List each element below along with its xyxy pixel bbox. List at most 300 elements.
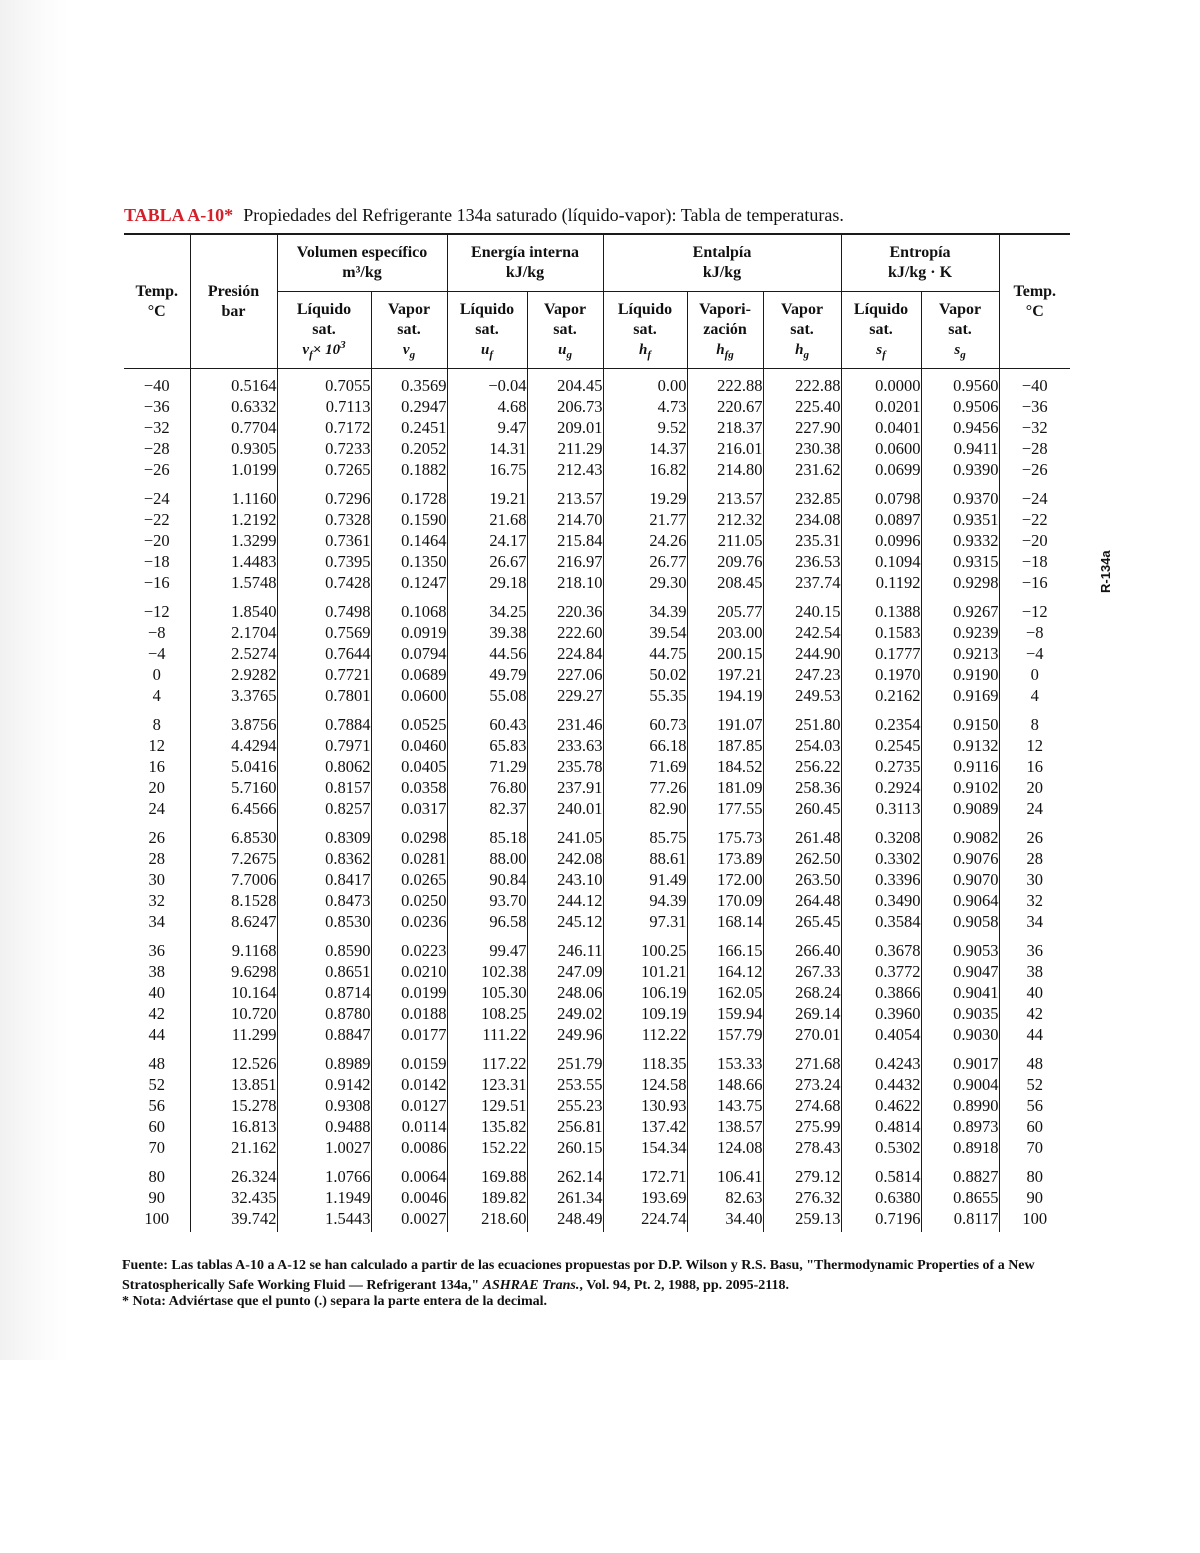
table-cell: 0.8473 [277,890,371,911]
table-cell: 60.73 [603,706,687,735]
table-cell: 1.0766 [277,1158,371,1187]
table-cell: 118.35 [603,1045,687,1074]
table-cell: 96.58 [447,911,527,932]
table-cell: 0.0460 [371,735,447,756]
table-cell: 3.3765 [190,685,277,706]
table-cell: 0.2947 [371,396,447,417]
table-cell: −24 [1021,489,1048,508]
table-cell: 7.2675 [190,848,277,869]
table-cell: 1.3299 [190,530,277,551]
table-cell: 245.12 [527,911,603,932]
table-cell: 24.17 [447,530,527,551]
table-cell: 39.742 [190,1208,277,1232]
table-cell: 0.2924 [841,777,921,798]
table-cell: 0.0188 [371,1003,447,1024]
table-cell: 29.18 [447,572,527,593]
table-row [124,417,1070,438]
table-cell: 30 [1026,870,1044,889]
table-cell: 0.4622 [841,1095,921,1116]
table-cell: 0.2052 [371,438,447,459]
table-cell: 0.2354 [841,706,921,735]
table-cell: 211.05 [687,530,763,551]
table-cell: 0.0199 [371,982,447,1003]
table-cell: 52 [1026,1075,1044,1094]
col-vg-header: Vapor sat. $v_g$ [371,292,447,369]
table-cell: 19.21 [447,480,527,509]
table-cell: 0.8655 [921,1187,999,1208]
table-cell: 256.81 [527,1116,603,1137]
table-cell: −16 [124,572,190,593]
table-cell: 82.37 [447,798,527,819]
table-cell: 0.7233 [277,438,371,459]
table-cell: 91.49 [603,869,687,890]
table-cell: 0.2451 [371,417,447,438]
table-cell: 100 [1022,1209,1048,1228]
table-cell: 218.37 [687,417,763,438]
table-cell: 194.19 [687,685,763,706]
table-cell: 138.57 [687,1116,763,1137]
table-cell: 0.9004 [921,1074,999,1095]
table-cell: 0.7296 [277,480,371,509]
table-cell: 90 [124,1187,190,1208]
table-cell: 0.0201 [841,396,921,417]
table-cell: 0.3960 [841,1003,921,1024]
table-cell: −4 [1026,644,1044,663]
table-cell: 233.63 [527,735,603,756]
table-cell: 177.55 [687,798,763,819]
table-cell: 0.7971 [277,735,371,756]
table-cell: 0.9213 [921,643,999,664]
table-cell: 11.299 [190,1024,277,1045]
table-cell: 34 [124,911,190,932]
table-cell: −22 [124,509,190,530]
table-cell: 112.22 [603,1024,687,1045]
table-cell: 0.9190 [921,664,999,685]
table-cell: 0.3208 [841,819,921,848]
table-cell: 262.14 [527,1158,603,1187]
table-cell: 222.60 [527,622,603,643]
table-cell: 264.48 [763,890,841,911]
table-cell: 267.33 [763,961,841,982]
table-cell: 0.7265 [277,459,371,480]
table-cell: 0.8918 [921,1137,999,1158]
table-cell: 232.85 [763,480,841,509]
table-cell: 4.68 [447,396,527,417]
table-cell: 0.7428 [277,572,371,593]
table-cell: 0.0919 [371,622,447,643]
table-cell: 40 [124,982,190,1003]
table-cell: 0.9267 [921,593,999,622]
table-cell: 88.61 [603,848,687,869]
table-row [124,1137,1070,1158]
table-cell: 26.77 [603,551,687,572]
table-cell: 20 [1026,778,1044,797]
table-cell: 49.79 [447,664,527,685]
table-cell: 0.8780 [277,1003,371,1024]
table-cell: 0.1464 [371,530,447,551]
table-row [124,982,1070,1003]
table-cell: 274.68 [763,1095,841,1116]
table-cell: 16.82 [603,459,687,480]
table-cell: 222.88 [763,369,841,397]
table-cell: 32 [124,890,190,911]
table-cell: 159.94 [687,1003,763,1024]
table-cell: 26 [124,819,190,848]
table-cell: −36 [124,396,190,417]
table-cell: 214.80 [687,459,763,480]
table-cell: −28 [124,438,190,459]
table-cell: −20 [1021,531,1048,550]
table-cell: 44.56 [447,643,527,664]
table-row [124,890,1070,911]
table-cell: 1.5443 [277,1208,371,1232]
table-cell: 216.01 [687,438,763,459]
table-cell: 0.7113 [277,396,371,417]
table-cell: 1.1949 [277,1187,371,1208]
table-cell: 0.0236 [371,911,447,932]
table-cell: 10.720 [190,1003,277,1024]
table-cell: 30 [124,869,190,890]
table-cell: 6.8530 [190,819,277,848]
table-cell: 100 [124,1208,190,1232]
table-cell: 80 [124,1158,190,1187]
table-cell: 258.36 [763,777,841,798]
table-cell: 76.80 [447,777,527,798]
table-cell: 34.40 [687,1208,763,1232]
table-cell: 0 [1030,665,1039,684]
table-cell: 60 [124,1116,190,1137]
table-cell: 265.45 [763,911,841,932]
table-cell: 269.14 [763,1003,841,1024]
table-cell: 56 [1026,1096,1044,1115]
table-row [124,685,1070,706]
table-cell: 211.29 [527,438,603,459]
table-cell: 124.58 [603,1074,687,1095]
group-entropy: Entropía kJ/kg · K [841,234,999,292]
table-cell: 2.1704 [190,622,277,643]
table-cell: 0.3302 [841,848,921,869]
table-cell: 38 [124,961,190,982]
table-cell: 0.8117 [921,1208,999,1232]
table-row [124,735,1070,756]
table-cell: 0.0142 [371,1074,447,1095]
table-cell: 0.9239 [921,622,999,643]
table-cell: 0.0794 [371,643,447,664]
source-note: Fuente: Las tablas A-10 a A-12 se han calculado a partir de las ecuaciones propuestas por D.P. Wilson y R.S. Basu, "Thermodynamic Properties of a New Stratospherically Safe Working Fluid — Refrigerant 134a," ASHRAE Trans., Vol. 94, Pt. 2, 1988, pp. 2095-2118. [122,1258,1035,1293]
table-cell: −18 [124,551,190,572]
table-cell: 108.25 [447,1003,527,1024]
table-cell: 0.0600 [841,438,921,459]
table-cell: 242.08 [527,848,603,869]
table-cell: 1.0199 [190,459,277,480]
table-cell: 261.34 [527,1187,603,1208]
table-cell: 0.0317 [371,798,447,819]
table-cell: 0.3678 [841,932,921,961]
table-cell: 208.45 [687,572,763,593]
table-cell: 262.50 [763,848,841,869]
table-cell: 26.67 [447,551,527,572]
table-cell: 0.6380 [841,1187,921,1208]
table-cell: 276.32 [763,1187,841,1208]
table-cell: 0.0265 [371,869,447,890]
table-cell: 0.8417 [277,869,371,890]
table-cell: 13.851 [190,1074,277,1095]
table-cell: 278.43 [763,1137,841,1158]
table-cell: 39.38 [447,622,527,643]
table-cell: 36 [1026,941,1044,960]
table-cell: 251.79 [527,1045,603,1074]
table-cell: 44.75 [603,643,687,664]
table-cell: 204.45 [527,369,603,397]
table-cell: 0.0401 [841,417,921,438]
table-cell: 279.12 [763,1158,841,1187]
table-cell: 253.55 [527,1074,603,1095]
table-cell: 212.32 [687,509,763,530]
table-cell: 0.8157 [277,777,371,798]
table-cell: 16.75 [447,459,527,480]
table-cell: 9.1168 [190,932,277,961]
table-cell: 230.38 [763,438,841,459]
table-cell: 0.8590 [277,932,371,961]
table-cell: 55.35 [603,685,687,706]
table-cell: 8 [1030,715,1039,734]
table-cell: −18 [1021,552,1048,571]
table-cell: 153.33 [687,1045,763,1074]
table-cell: 82.90 [603,798,687,819]
table-cell: 0.8530 [277,911,371,932]
table-cell: 0.0358 [371,777,447,798]
table-cell: 213.57 [527,480,603,509]
table-cell: 88.00 [447,848,527,869]
table-row [124,438,1070,459]
table-cell: 0.0600 [371,685,447,706]
table-cell: 102.38 [447,961,527,982]
table-cell: 259.13 [763,1208,841,1232]
col-hf-header: Líquido sat. $h_f$ [603,292,687,369]
table-cell: 70 [1026,1138,1044,1157]
table-cell: 237.74 [763,572,841,593]
table-row [124,798,1070,819]
table-cell: 71.29 [447,756,527,777]
table-cell: 0.9169 [921,685,999,706]
table-cell: 0.2545 [841,735,921,756]
table-cell: 80 [1026,1167,1044,1186]
table-cell: −32 [124,417,190,438]
table-cell: 0.7498 [277,593,371,622]
table-cell: 0.9053 [921,932,999,961]
table-cell: 273.24 [763,1074,841,1095]
table-cell: 4.4294 [190,735,277,756]
table-cell: 8.1528 [190,890,277,911]
table-cell: 106.41 [687,1158,763,1187]
table-cell: 0.9315 [921,551,999,572]
table-cell: 4 [1030,686,1039,705]
table-cell: 0.4432 [841,1074,921,1095]
table-cell: 0.1728 [371,480,447,509]
table-cell: 71.69 [603,756,687,777]
table-cell: 0.9058 [921,911,999,932]
table-cell: 0.0250 [371,890,447,911]
table-row [124,396,1070,417]
table-cell: 275.99 [763,1116,841,1137]
table-cell: 260.45 [763,798,841,819]
table-cell: 0.0996 [841,530,921,551]
table-cell: 48 [1026,1054,1044,1073]
table-cell: 0.9308 [277,1095,371,1116]
table-cell: 105.30 [447,982,527,1003]
table-cell: 111.22 [447,1024,527,1045]
table-cell: 261.48 [763,819,841,848]
table-cell: 213.57 [687,480,763,509]
table-cell: 268.24 [763,982,841,1003]
table-cell: 203.00 [687,622,763,643]
table-cell: 0.9411 [921,438,999,459]
table-cell: −22 [1021,510,1048,529]
table-cell: 34 [1026,912,1044,931]
table-cell: 15.278 [190,1095,277,1116]
table-cell: 0.9064 [921,890,999,911]
table-cell: 34.39 [603,593,687,622]
table-row [124,869,1070,890]
table-cell: 214.70 [527,509,603,530]
table-row [124,664,1070,685]
table-cell: 224.74 [603,1208,687,1232]
table-cell: 0.0114 [371,1116,447,1137]
table-cell: 143.75 [687,1095,763,1116]
table-cell: 0.0046 [371,1187,447,1208]
table-cell: 14.31 [447,438,527,459]
table-cell: 225.40 [763,396,841,417]
table-cell: 0.3113 [841,798,921,819]
table-cell: 26.324 [190,1158,277,1187]
table-cell: 0.9102 [921,777,999,798]
table-cell: 99.47 [447,932,527,961]
table-cell: 42 [124,1003,190,1024]
table-cell: 0.9390 [921,459,999,480]
table-cell: 0.8714 [277,982,371,1003]
table-row [124,530,1070,551]
table-cell: 266.40 [763,932,841,961]
table-cell: 0.9030 [921,1024,999,1045]
table-cell: 169.88 [447,1158,527,1187]
table-cell: 21.162 [190,1137,277,1158]
table-cell: 0.0525 [371,706,447,735]
table-cell: 101.21 [603,961,687,982]
table-row [124,593,1070,622]
table-cell: 152.22 [447,1137,527,1158]
table-cell: 14.37 [603,438,687,459]
table-cell: 220.67 [687,396,763,417]
table-cell: −36 [1021,397,1048,416]
table-cell: 34.25 [447,593,527,622]
table-cell: 148.66 [687,1074,763,1095]
table-cell: 4 [124,685,190,706]
table-cell: 0.9305 [190,438,277,459]
table-cell: 1.5748 [190,572,277,593]
side-tab-label: R-134a [1098,550,1113,593]
table-row [124,848,1070,869]
table-cell: 0.9506 [921,396,999,417]
table-row [124,756,1070,777]
table-cell: 242.54 [763,622,841,643]
col-sg-header: Vapor sat. $s_g$ [921,292,999,369]
table-cell: 24 [1026,799,1044,818]
table-cell: 227.06 [527,664,603,685]
table-cell: 0.8847 [277,1024,371,1045]
table-cell: 168.14 [687,911,763,932]
table-cell: 0.0086 [371,1137,447,1158]
table-cell: 50.02 [603,664,687,685]
table-cell: 187.85 [687,735,763,756]
table-cell: 2.5274 [190,643,277,664]
table-cell: 44 [124,1024,190,1045]
table-cell: 32 [1026,891,1044,910]
table-cell: 85.18 [447,819,527,848]
table-cell: 60.43 [447,706,527,735]
table-cell: 1.8540 [190,593,277,622]
table-cell: 32.435 [190,1187,277,1208]
table-cell: 0.8651 [277,961,371,982]
table-cell: 12 [1026,736,1044,755]
table-cell: −12 [1021,602,1048,621]
table-cell: 0.9076 [921,848,999,869]
table-cell: 0.8309 [277,819,371,848]
group-specific-volume: Volumen específico m³/kg [277,234,447,292]
table-cell: 8.6247 [190,911,277,932]
table-cell: 0.8257 [277,798,371,819]
table-cell: 129.51 [447,1095,527,1116]
table-cell: 0.1247 [371,572,447,593]
table-cell: 166.15 [687,932,763,961]
table-cell: 0.9041 [921,982,999,1003]
table-cell: 0.0223 [371,932,447,961]
table-cell: 0.8990 [921,1095,999,1116]
table-cell: 48 [124,1045,190,1074]
table-cell: 124.08 [687,1137,763,1158]
table-cell: 237.91 [527,777,603,798]
table-cell: −4 [124,643,190,664]
table-cell: 0.3396 [841,869,921,890]
table-cell: −8 [1026,623,1044,642]
table-cell: 249.02 [527,1003,603,1024]
table-cell: 123.31 [447,1074,527,1095]
table-cell: 109.19 [603,1003,687,1024]
table-cell: 0.0064 [371,1158,447,1187]
table-cell: 0.7055 [277,369,371,397]
table-cell: 240.15 [763,593,841,622]
table-cell: 231.62 [763,459,841,480]
table-cell: 135.82 [447,1116,527,1137]
table-title: Propiedades del Refrigerante 134a saturado (líquido-vapor): Tabla de temperaturas. [243,205,844,225]
table-cell: 28 [124,848,190,869]
col-hfg-header: Vapori- zación $h_{fg}$ [687,292,763,369]
table-cell: 0.2735 [841,756,921,777]
table-cell: 0.9082 [921,819,999,848]
table-cell: 209.01 [527,417,603,438]
col-ug-header: Vapor sat. $u_g$ [527,292,603,369]
table-cell: −40 [124,369,190,397]
table-cell: −26 [1021,460,1048,479]
table-cell: 0.0298 [371,819,447,848]
table-cell: 236.53 [763,551,841,572]
table-row [124,459,1070,480]
table-cell: 0.9089 [921,798,999,819]
table-row [124,1074,1070,1095]
table-cell: 251.80 [763,706,841,735]
table-cell: 172.71 [603,1158,687,1187]
table-cell: 65.83 [447,735,527,756]
table-cell: 229.27 [527,685,603,706]
